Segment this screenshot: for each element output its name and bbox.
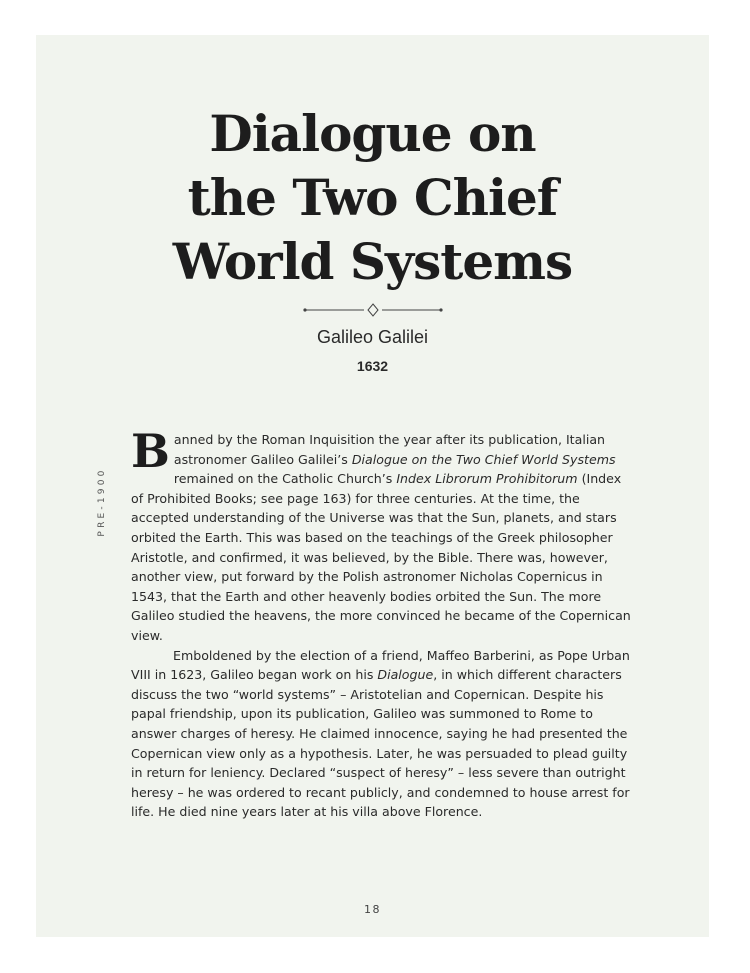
paragraph-1: Banned by the Roman Inquisition the year after its publication, Italian astronomer Galileo Galilei’s Dialogue on the Two Chief World Systems remained on the Catholic Church’s Index Librorum Prohibitorum (Index of Prohibited Books; see page 163) for three centuries. At the time, the accepted understanding of the Universe was that the Sun, planets, and stars orbited the Earth. This was based on the teachings of the Greek philosopher Aristotle, and confirmed, it was believed, by the Bible. There was, however, another view, put forward by the Polish astronomer Nicholas Copernicus in 1543, that the Earth and other heavenly bodies orbited the Sun. The more Galileo studied the heavens, the more convinced he became of the Copernican view.: [131, 424, 631, 643]
page-title: [36, 102, 709, 294]
paragraph-2: Emboldened by the election of a friend, Maffeo Barberini, as Pope Urban VIII in 1623, Galileo began work on his Dialogue, in which different characters discuss the two “world systems” – Aristotelian and Copernican. Despite his papal friendship, upon its publication, Galileo was summoned to Rome to answer charges of heresy. He claimed innocence, saying he had presented the Copernican view only as a hypothesis. Later, he was persuaded to plead guilty in return for leniency. Declared “suspect of heresy” – less severe than outright heresy – he was ordered to recant publicly, and condemned to house arrest for life. He died nine years later at his villa above Florence.: [131, 647, 630, 820]
title-line-2: the Two Chief: [187, 168, 558, 227]
publication-year: 1632: [356, 358, 389, 374]
author-name: Galileo Galilei: [316, 327, 429, 347]
page-number: 18: [364, 903, 381, 916]
book-page: [36, 35, 709, 937]
article-body: [131, 424, 631, 822]
book-title-italic: Dialogue on the Two Chief World Systems: [351, 451, 616, 467]
drop-cap: B: [131, 424, 170, 478]
title-line-3: World Systems: [172, 232, 573, 291]
era-side-label: PRE-1900: [97, 467, 107, 537]
diamond-rule-ornament-icon: [302, 303, 444, 317]
index-title-italic: Index Librorum Prohibitorum: [396, 471, 578, 487]
title-line-1: Dialogue on: [209, 104, 536, 163]
dialogue-italic: Dialogue: [377, 667, 434, 683]
